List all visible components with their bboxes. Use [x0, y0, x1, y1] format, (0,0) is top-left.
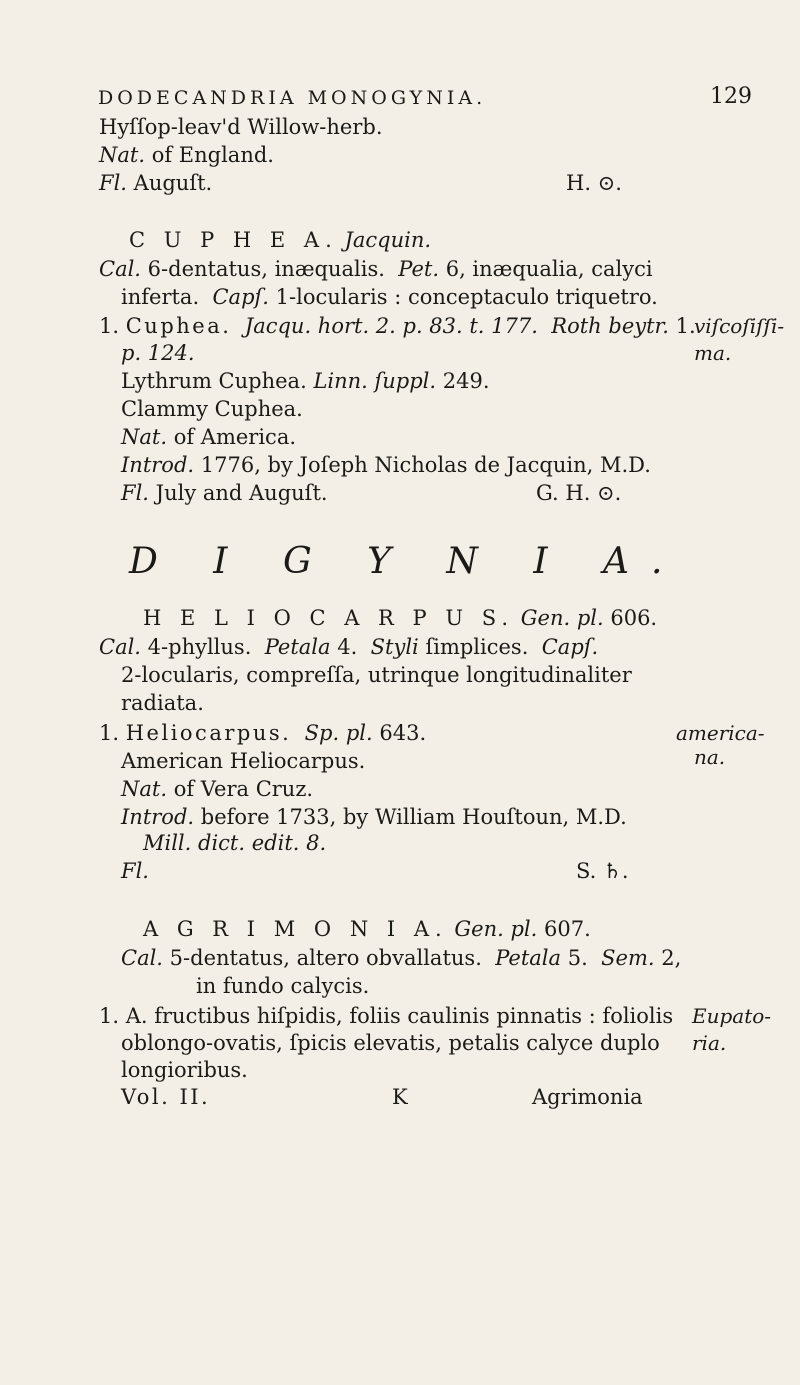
species-diagnosis-3: longioribus.	[121, 1058, 248, 1082]
nat-label: Nat.	[121, 777, 168, 801]
species-number: 1.	[99, 721, 120, 745]
native-line	[99, 142, 274, 168]
pet-text: 5.	[567, 946, 588, 970]
genus-char-line-2: in fundo calycis.	[196, 974, 370, 998]
margin-trivial-name: viſcoſiſſi-	[694, 314, 785, 338]
sem-label: Sem.	[601, 946, 655, 970]
english-name: American Heliocarpus.	[121, 749, 366, 773]
introd-label: Introd.	[121, 805, 195, 829]
signature-mark: K	[392, 1085, 408, 1109]
species-ref-page: p. 124.	[121, 341, 195, 365]
margin-trivial-name-2: na.	[694, 745, 726, 769]
species-diagnosis: A. fructibus hiſpidis, foliis caulinis pinnatis : foliolis	[125, 1004, 674, 1028]
species-diagnosis-2: oblongo-ovatis, ſpicis elevatis, petalis calyce duplo	[121, 1031, 660, 1055]
catchword: Agrimonia	[532, 1085, 643, 1109]
english-name: Clammy Cuphea.	[121, 397, 303, 421]
synonym-line	[121, 368, 490, 394]
cal-text: 6-dentatus, inæqualis.	[147, 257, 385, 281]
synonym: Lythrum Cuphea.	[121, 369, 307, 393]
nat-label: Nat.	[99, 143, 146, 167]
fl-text: Auguſt.	[133, 171, 213, 195]
cal-text: 5-dentatus, altero obvallatus.	[169, 946, 482, 970]
fl-label: Fl.	[121, 481, 149, 505]
introd-text: 1776, by Joſeph Nicholas de Jacquin, M.D.	[200, 453, 651, 477]
cal-label: Cal.	[99, 257, 141, 281]
page-number: 129	[710, 84, 752, 109]
genus-char-line	[99, 634, 598, 660]
genus-heading-heliocarpus	[143, 605, 657, 631]
species-name: Cuphea.	[125, 314, 232, 338]
fl-mark: G. H. ⊙.	[536, 481, 622, 505]
genus-char-line	[99, 256, 653, 282]
species-ref-2-num: 1.	[675, 314, 696, 338]
species-ref: Jacqu. hort. 2. p. 83. t. 177.	[244, 314, 538, 338]
nat-text: of England.	[151, 143, 274, 167]
margin-trivial-name: america-	[676, 721, 765, 745]
fl-label: Fl.	[121, 859, 149, 883]
genus-heading-agrimonia	[143, 916, 591, 942]
volume-label: Vol. II.	[121, 1085, 211, 1109]
species-ref: Sp. pl.	[304, 721, 373, 745]
synonym-num: 249.	[442, 369, 490, 393]
species-ref-num: 643.	[379, 721, 427, 745]
species-name: Heliocarpus.	[125, 721, 292, 745]
cal-label: Cal.	[121, 946, 163, 970]
genus-char-line-2	[121, 284, 658, 310]
nat-label: Nat.	[121, 425, 168, 449]
fl-label: Fl.	[99, 171, 127, 195]
styli-label: Styli	[370, 635, 419, 659]
order-heading: D I G Y N I A.	[129, 541, 685, 582]
introduced-line	[121, 452, 651, 478]
genus-char-line-3: radiata.	[121, 691, 204, 715]
common-name: Hyſſop-leav'd Willow-herb.	[99, 115, 383, 139]
pet-text: 4.	[337, 635, 358, 659]
genus-title: A G R I M O N I A.	[143, 917, 448, 941]
nat-text: of America.	[173, 425, 297, 449]
species-line	[99, 720, 426, 746]
capf-label: Capſ.	[541, 635, 599, 659]
pet-label: Pet.	[398, 257, 440, 281]
genus-title: C U P H E A.	[129, 228, 338, 252]
genus-char-line-2: 2-locularis, compreſſa, utrinque longitudinaliter	[121, 663, 632, 687]
genus-title: H E L I O C A R P U S.	[143, 606, 515, 630]
genus-ref-num: 607.	[543, 917, 591, 941]
native-line	[121, 776, 313, 802]
capf-text: 1-locularis : conceptaculo triquetro.	[275, 285, 658, 309]
fl-mark: H. ⊙.	[566, 171, 622, 195]
synonym-ref: Linn. ſuppl.	[313, 369, 437, 393]
nat-text: of Vera Cruz.	[173, 777, 314, 801]
margin-trivial-name-2: ma.	[694, 341, 732, 365]
genus-ref: Gen. pl.	[454, 917, 538, 941]
introd-text: before 1733, by William Houſtoun, M.D.	[200, 805, 627, 829]
char-text: inferta.	[121, 285, 200, 309]
margin-trivial-name: Eupato-	[692, 1004, 772, 1028]
native-line	[121, 424, 296, 450]
fl-mark: S. ♄.	[576, 859, 629, 883]
margin-trivial-name-2: ria.	[692, 1031, 727, 1055]
pet-label: Petala	[264, 635, 331, 659]
species-line	[99, 313, 696, 339]
pet-text: 6, inæqualia, calyci	[445, 257, 653, 281]
flowering-line	[121, 480, 328, 506]
species-number: 1.	[99, 314, 120, 338]
genus-ref-num: 606.	[610, 606, 658, 630]
miller-edition: edit. 8.	[251, 831, 327, 855]
genus-char-line	[121, 945, 681, 971]
genus-author: Jacquin.	[344, 228, 432, 252]
cal-text: 4-phyllus.	[147, 635, 252, 659]
sem-text: 2,	[661, 946, 682, 970]
running-title: DODECANDRIA MONOGYNIA.	[98, 87, 487, 109]
styli-text: ſimplices.	[425, 635, 529, 659]
miller-ref-line	[143, 830, 326, 856]
species-number: 1.	[99, 1004, 120, 1028]
pet-label: Petala	[495, 946, 562, 970]
genus-heading-cuphea	[129, 227, 431, 253]
flowering-line	[99, 170, 212, 196]
cal-label: Cal.	[99, 635, 141, 659]
introduced-line	[121, 804, 627, 830]
fl-text: July and Auguſt.	[155, 481, 328, 505]
species-ref-2: Roth beytr.	[551, 314, 669, 338]
miller-ref: Mill. dict.	[143, 831, 246, 855]
species-line	[99, 1003, 673, 1029]
introd-label: Introd.	[121, 453, 195, 477]
capf-label: Capſ.	[212, 285, 269, 309]
genus-ref: Gen. pl.	[520, 606, 604, 630]
